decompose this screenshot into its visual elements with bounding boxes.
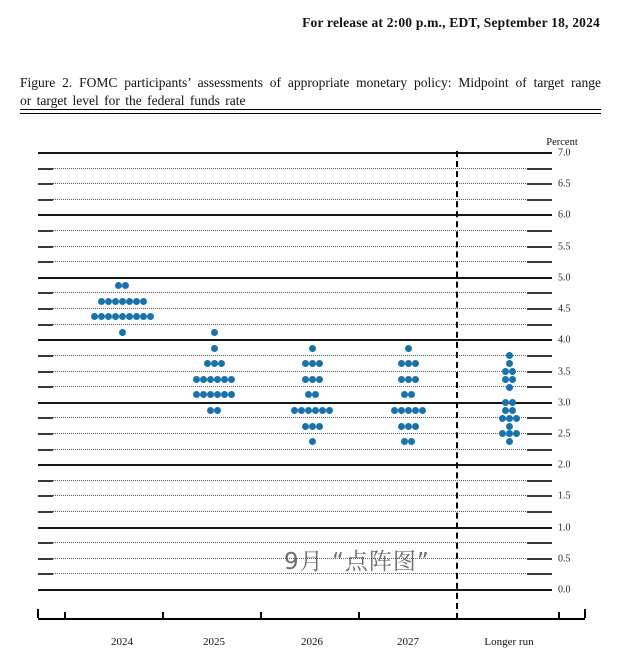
x-category-label: 2027 — [397, 636, 419, 648]
policy-rate-dot — [509, 399, 516, 406]
policy-rate-dot — [112, 313, 119, 320]
policy-rate-dot — [211, 360, 218, 367]
policy-rate-dot — [207, 376, 214, 383]
x-category-label: Longer run — [484, 636, 534, 648]
policy-rate-dot — [221, 391, 228, 398]
x-axis-tick — [558, 612, 560, 618]
gridline-left-tick — [38, 386, 53, 388]
y-tick-label: 7.0 — [558, 147, 571, 159]
gridline-left-tick — [38, 495, 53, 497]
gridline-minor — [38, 449, 552, 450]
policy-rate-dot — [405, 345, 412, 352]
gridline-left-tick — [38, 355, 53, 357]
gridline-minor — [38, 542, 552, 543]
policy-rate-dot — [316, 423, 323, 430]
x-category-label: 2024 — [111, 636, 133, 648]
y-tick-label: 2.0 — [558, 459, 571, 471]
gridline-major — [38, 214, 552, 216]
x-axis-tick — [260, 612, 262, 618]
gridline-major — [38, 402, 552, 404]
gridline-minor — [38, 230, 552, 231]
policy-rate-dot — [211, 345, 218, 352]
policy-rate-dot — [200, 376, 207, 383]
gridline-right-tick — [527, 558, 552, 560]
policy-rate-dot — [214, 391, 221, 398]
policy-rate-dot — [506, 360, 513, 367]
gridline-left-tick — [38, 417, 53, 419]
policy-rate-dot — [207, 391, 214, 398]
x-category-label: 2026 — [301, 636, 323, 648]
gridline-minor — [38, 558, 552, 559]
x-category-label: 2025 — [203, 636, 225, 648]
y-tick-label: 0.5 — [558, 553, 571, 565]
policy-rate-dot — [204, 360, 211, 367]
gridline-minor — [38, 308, 552, 309]
gridline-right-tick — [527, 261, 552, 263]
gridline-minor — [38, 433, 552, 434]
gridline-minor — [38, 480, 552, 481]
y-tick-label: 5.0 — [558, 272, 571, 284]
gridline-right-tick — [527, 480, 552, 482]
policy-rate-dot — [309, 376, 316, 383]
policy-rate-dot — [140, 298, 147, 305]
gridline-left-tick — [38, 261, 53, 263]
gridline-right-tick — [527, 355, 552, 357]
gridline-minor — [38, 495, 552, 496]
policy-rate-dot — [506, 430, 513, 437]
policy-rate-dot — [506, 415, 513, 422]
policy-rate-dot — [119, 298, 126, 305]
y-tick-label: 5.5 — [558, 241, 571, 253]
policy-rate-dot — [398, 360, 405, 367]
release-note: For release at 2:00 p.m., EDT, September 18, 2024 — [302, 15, 600, 30]
gridline-left-tick — [38, 308, 53, 310]
policy-rate-dot — [105, 298, 112, 305]
y-tick-label: 3.0 — [558, 397, 571, 409]
gridline-minor — [38, 386, 552, 387]
policy-rate-dot — [506, 384, 513, 391]
y-tick-label: 1.5 — [558, 490, 571, 502]
policy-rate-dot — [509, 376, 516, 383]
policy-rate-dot — [126, 313, 133, 320]
gridline-major — [38, 589, 552, 591]
gridline-left-tick — [38, 433, 53, 435]
policy-rate-dot — [401, 438, 408, 445]
policy-rate-dot — [140, 313, 147, 320]
policy-rate-dot — [398, 423, 405, 430]
gridline-left-tick — [38, 230, 53, 232]
gridline-right-tick — [527, 168, 552, 170]
gridline-left-tick — [38, 168, 53, 170]
gridline-right-tick — [527, 495, 552, 497]
gridline-minor — [38, 292, 552, 293]
policy-rate-dot — [412, 423, 419, 430]
x-axis-line — [38, 618, 585, 620]
gridline-right-tick — [527, 246, 552, 248]
policy-rate-dot — [405, 360, 412, 367]
policy-rate-dot — [419, 407, 426, 414]
policy-rate-dot — [133, 313, 140, 320]
gridline-minor — [38, 246, 552, 247]
gridline-left-tick — [38, 449, 53, 451]
policy-rate-dot — [302, 423, 309, 430]
gridline-right-tick — [527, 386, 552, 388]
gridline-left-tick — [38, 324, 53, 326]
policy-rate-dot — [408, 438, 415, 445]
gridline-minor — [38, 199, 552, 200]
policy-rate-dot — [221, 376, 228, 383]
x-axis-endcap — [584, 609, 586, 618]
policy-rate-dot — [506, 423, 513, 430]
gridline-left-tick — [38, 542, 53, 544]
policy-rate-dot — [405, 423, 412, 430]
policy-rate-dot — [302, 360, 309, 367]
policy-rate-dot — [105, 313, 112, 320]
gridline-left-tick — [38, 480, 53, 482]
gridline-right-tick — [527, 199, 552, 201]
policy-rate-dot — [513, 430, 520, 437]
policy-rate-dot — [398, 407, 405, 414]
gridline-left-tick — [38, 246, 53, 248]
gridline-left-tick — [38, 183, 53, 185]
gridline-major — [38, 152, 552, 154]
policy-rate-dot — [412, 360, 419, 367]
gridline-left-tick — [38, 511, 53, 513]
policy-rate-dot — [305, 391, 312, 398]
gridline-right-tick — [527, 449, 552, 451]
y-tick-label: 0.0 — [558, 584, 571, 596]
policy-rate-dot — [405, 376, 412, 383]
longer-run-divider — [456, 151, 458, 619]
policy-rate-dot — [126, 298, 133, 305]
gridline-right-tick — [527, 183, 552, 185]
policy-rate-dot — [119, 313, 126, 320]
policy-rate-dot — [506, 352, 513, 359]
x-axis-tick — [358, 612, 360, 618]
gridline-right-tick — [527, 511, 552, 513]
gridline-minor — [38, 417, 552, 418]
x-axis-tick — [64, 612, 66, 618]
gridline-right-tick — [527, 371, 552, 373]
gridline-right-tick — [527, 308, 552, 310]
gridline-minor — [38, 183, 552, 184]
policy-rate-dot — [391, 407, 398, 414]
policy-rate-dot — [211, 329, 218, 336]
gridline-major — [38, 277, 552, 279]
policy-rate-dot — [401, 391, 408, 398]
policy-rate-dot — [228, 376, 235, 383]
gridline-right-tick — [527, 417, 552, 419]
policy-rate-dot — [502, 407, 509, 414]
policy-rate-dot — [408, 391, 415, 398]
gridline-minor — [38, 324, 552, 325]
gridline-major — [38, 464, 552, 466]
policy-rate-dot — [298, 407, 305, 414]
policy-rate-dot — [312, 391, 319, 398]
policy-rate-dot — [513, 415, 520, 422]
policy-rate-dot — [309, 423, 316, 430]
policy-rate-dot — [193, 391, 200, 398]
policy-rate-dot — [405, 407, 412, 414]
gridline-left-tick — [38, 573, 53, 575]
policy-rate-dot — [319, 407, 326, 414]
gridline-minor — [38, 355, 552, 356]
policy-rate-dot — [326, 407, 333, 414]
policy-rate-dot — [316, 360, 323, 367]
y-tick-label: 4.0 — [558, 334, 571, 346]
policy-rate-dot — [509, 368, 516, 375]
gridline-right-tick — [527, 230, 552, 232]
y-axis-unit-label: Percent — [546, 137, 578, 148]
y-tick-label: 4.5 — [558, 303, 571, 315]
policy-rate-dot — [309, 345, 316, 352]
gridline-left-tick — [38, 371, 53, 373]
policy-rate-dot — [502, 376, 509, 383]
policy-rate-dot — [112, 298, 119, 305]
gridline-minor — [38, 511, 552, 512]
gridline-minor — [38, 371, 552, 372]
policy-rate-dot — [193, 376, 200, 383]
policy-rate-dot — [98, 298, 105, 305]
y-tick-label: 3.5 — [558, 366, 571, 377]
policy-rate-dot — [502, 399, 509, 406]
gridline-right-tick — [527, 324, 552, 326]
policy-rate-dot — [506, 438, 513, 445]
policy-rate-dot — [147, 313, 154, 320]
figure-caption-line-1: Figure 2. FOMC participants’ assessments of appropriate monetary policy: Midpoint of target range — [20, 75, 601, 90]
policy-rate-dot — [312, 407, 319, 414]
policy-rate-dot — [398, 376, 405, 383]
policy-rate-dot — [499, 415, 506, 422]
policy-rate-dot — [291, 407, 298, 414]
policy-rate-dot — [214, 376, 221, 383]
x-axis-endcap — [37, 609, 39, 618]
policy-rate-dot — [502, 368, 509, 375]
y-tick-label: 2.5 — [558, 428, 571, 440]
y-tick-label: 6.0 — [558, 209, 571, 221]
policy-rate-dot — [115, 282, 122, 289]
gridline-right-tick — [527, 573, 552, 575]
policy-rate-dot — [305, 407, 312, 414]
policy-rate-dot — [91, 313, 98, 320]
figure-caption-line-2: or target level for the federal funds rate — [20, 92, 246, 108]
gridline-right-tick — [527, 542, 552, 544]
gridline-left-tick — [38, 558, 53, 560]
policy-rate-dot — [214, 407, 221, 414]
policy-rate-dot — [412, 376, 419, 383]
policy-rate-dot — [302, 376, 309, 383]
policy-rate-dot — [228, 391, 235, 398]
gridline-major — [38, 339, 552, 341]
policy-rate-dot — [509, 407, 516, 414]
gridline-minor — [38, 261, 552, 262]
gridline-right-tick — [527, 433, 552, 435]
y-tick-label: 1.0 — [558, 522, 571, 534]
gridline-left-tick — [38, 292, 53, 294]
gridline-minor — [38, 573, 552, 574]
policy-rate-dot — [133, 298, 140, 305]
x-axis-tick — [162, 612, 164, 618]
gridline-minor — [38, 168, 552, 169]
policy-rate-dot — [316, 376, 323, 383]
policy-rate-dot — [119, 329, 126, 336]
policy-rate-dot — [412, 407, 419, 414]
policy-rate-dot — [122, 282, 129, 289]
policy-rate-dot — [207, 407, 214, 414]
policy-rate-dot — [218, 360, 225, 367]
policy-rate-dot — [499, 430, 506, 437]
gridline-left-tick — [38, 199, 53, 201]
y-tick-label: 6.5 — [558, 178, 571, 190]
policy-rate-dot — [200, 391, 207, 398]
policy-rate-dot — [309, 360, 316, 367]
policy-rate-dot — [98, 313, 105, 320]
gridline-major — [38, 527, 552, 529]
gridline-right-tick — [527, 292, 552, 294]
policy-rate-dot — [309, 438, 316, 445]
watermark-text: 9月 “点阵图” — [284, 549, 430, 575]
